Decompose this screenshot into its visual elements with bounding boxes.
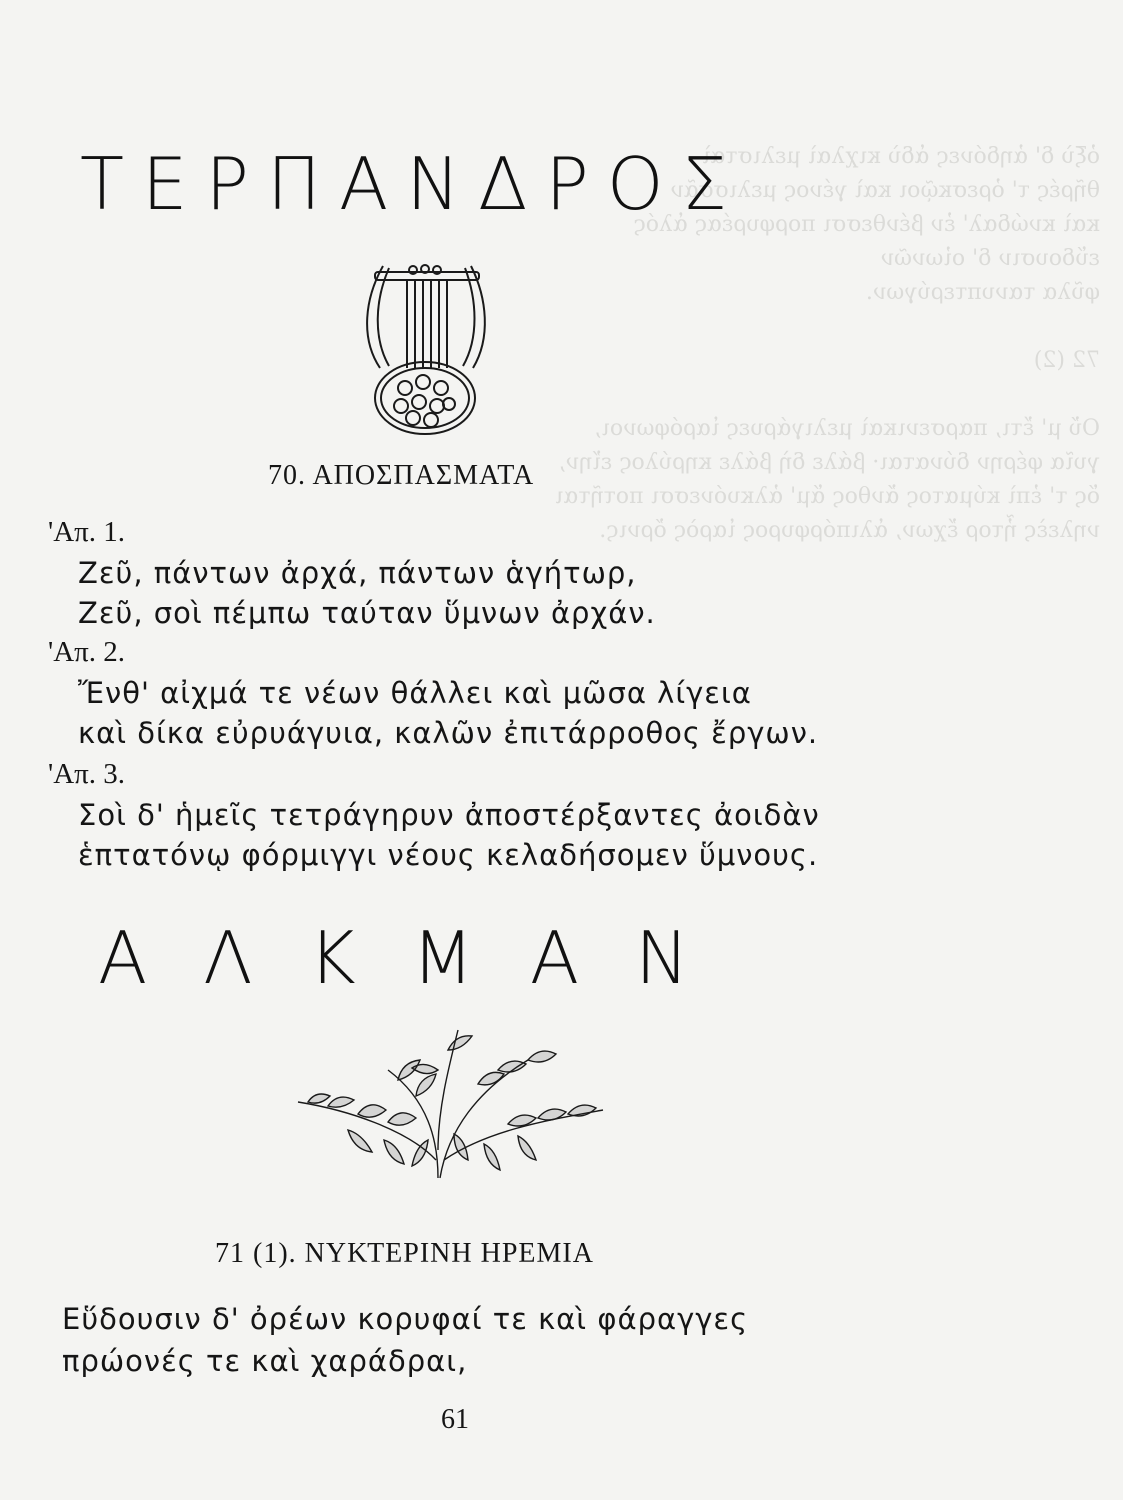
fragment-3-line-1: Σοὶ δ' ἡμεῖς τετράγηρυν ἀποστέρξαντες ἀοιδὰν bbox=[78, 798, 820, 832]
fragment-1-label: 'Απ. 1. bbox=[48, 516, 126, 548]
fragment-2-line-2: καὶ δίκα εὐρυάγυια, καλῶν ἐπιτάρροθος ἔργων. bbox=[78, 716, 819, 750]
bleed-through-text: ὀξὺ δ' ἀηδόνες ἁδὺ κιχλαὶ μελισταὶ θῆρές τ' ὀρεσκῷοι καὶ γένος μελισσᾶν καὶ κνώδαλ' ἐν βένθεσσι πορφυρέας ἁλός εὕδουσιν δ' οἰωνῶν φῦλα τανυπτερύγων. 72 (2) Οὔ μ' ἔτι, παρσενικαὶ μελιγάρυες ἱαρόφωνοι, γυῖα φέρην δύναται· βάλε δὴ βάλε κηρύλος εἴην, ὅς τ' ἐπὶ κύματος ἄνθος ἅμ' ἀλκυόνεσσι ποτῆται νηλεὲς ἦτορ ἔχων, ἁλιπόρφυρος ἱαρὸς ὄρνις. bbox=[554, 144, 1100, 543]
lyre-illustration bbox=[355, 258, 495, 438]
nocturnal-line-2: πρώονές τε καὶ χαράδραι, bbox=[62, 1344, 468, 1378]
fragment-3-line-2: ἑπτατόνῳ φόρμιγγι νέους κελαδήσομεν ὕμνους. bbox=[78, 838, 819, 872]
nocturnal-title: 71 (1). ΝΥΚΤΕΡΙΝΗ ΗΡΕΜΙΑ bbox=[215, 1238, 594, 1269]
fragment-1-line-2: Ζεῦ, σοὶ πέμπω ταύταν ὕμνων ἀρχάν. bbox=[78, 596, 656, 630]
fragment-1-line-1: Ζεῦ, πάντων ἀρχά, πάντων ἁγήτωρ, bbox=[78, 556, 637, 590]
nocturnal-line-1: Εὕδουσιν δ' ὀρέων κορυφαί τε καὶ φάραγγες bbox=[62, 1302, 749, 1336]
fragment-2-label: 'Απ. 2. bbox=[48, 636, 126, 668]
heading-terpandros: ΤΕΡΠΑΝΔΡΟΣ bbox=[80, 142, 745, 226]
plant-illustration bbox=[288, 1010, 608, 1180]
heading-alkman: ΑΛΚΜΑΝ bbox=[98, 916, 745, 1000]
fragment-3-label: 'Απ. 3. bbox=[48, 758, 126, 790]
page-number: 61 bbox=[441, 1404, 469, 1435]
fragments-title: 70. ΑΠΟΣΠΑΣΜΑΤΑ bbox=[268, 460, 535, 491]
fragment-2-line-1: Ἔνθ' αἰχμά τε νέων θάλλει καὶ μῶσα λίγεια bbox=[78, 676, 752, 710]
